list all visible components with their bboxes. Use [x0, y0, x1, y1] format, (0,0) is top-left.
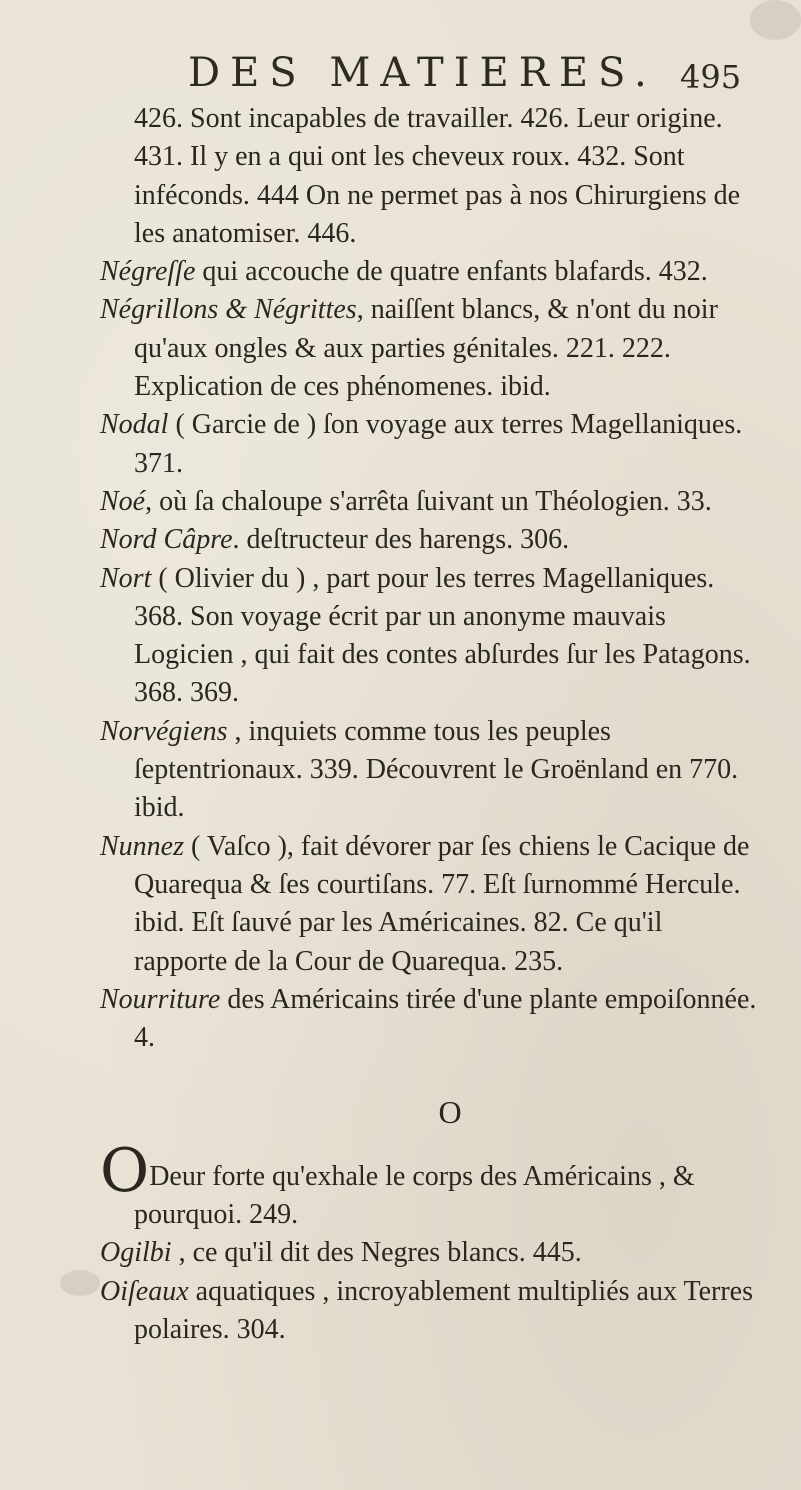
index-entry	[100, 406, 760, 483]
page-number: 495	[680, 58, 742, 96]
entry-text: forte qu'exhale le corps des Américains , & pourquoi. 249.	[134, 1160, 695, 1231]
entry-head: Négrillons & Négrittes	[100, 294, 357, 326]
entry-text: , où ſa chaloupe s'arrêta ſuivant un Théologien. 33.	[145, 485, 712, 517]
index-entry	[100, 291, 760, 406]
entry-head: Nord Câpre	[100, 524, 233, 556]
index-entry	[100, 828, 760, 981]
page-stain	[60, 1270, 100, 1296]
index-entry	[100, 483, 760, 521]
entry-head: Oiſeaux	[100, 1275, 189, 1307]
entry-head: Nodal	[100, 409, 169, 441]
index-entry	[100, 560, 760, 713]
entry-head: Deur	[149, 1160, 206, 1192]
entry-text: qui accouche de quatre enfants blafards. 432.	[195, 256, 708, 288]
index-entry	[100, 521, 760, 559]
running-head: DES MATIERES.	[188, 50, 657, 96]
index-entry	[100, 100, 760, 253]
page-stain	[750, 0, 801, 40]
index-entry	[100, 1273, 760, 1350]
entry-head: Ogilbi	[100, 1237, 172, 1269]
entry-head: Nunnez	[100, 830, 184, 862]
drop-cap: O	[100, 1135, 150, 1206]
index-entry	[100, 1135, 760, 1235]
entry-text: ( Vaſco ), fait dévorer par ſes chiens le Cacique de Quarequa & ſes courtiſans. 77. Eſt ſurnommé Hercule. ibid. Eſt ſauvé par les Américaines. 82. Ce qu'il rapporte de la Cour de Quarequa. 235.	[134, 830, 750, 977]
entry-text: , ce qu'il dit des Negres blancs. 445.	[171, 1237, 582, 1269]
index-entry	[100, 981, 760, 1058]
index-entry	[100, 1234, 760, 1272]
entry-text: ( Olivier du ) , part pour les terres Magellaniques. 368. Son voyage écrit par un anonyme mauvais Logicien , qui fait des contes abſurdes ſur les Patagons. 368. 369.	[134, 562, 751, 709]
entry-head: Noé	[100, 485, 146, 517]
index-body	[100, 100, 760, 1349]
entry-head: Nort	[100, 562, 152, 594]
index-entry	[100, 713, 760, 828]
entry-text: , naiſſent blancs, & n'ont du noir qu'aux ongles & aux parties génitales. 221. 222. Explication de ces phénomenes. ibid.	[134, 294, 718, 403]
entry-text: ( Garcie de ) ſon voyage aux terres Magellaniques. 371.	[134, 409, 743, 479]
section-letter: O	[438, 1094, 462, 1131]
entry-text: , inquiets comme tous les peuples ſeptentrionaux. 339. Découvrent le Groënland en 770. ibid.	[134, 715, 739, 824]
entry-text: aquatiques , incroyablement multipliés aux Terres polaires. 304.	[134, 1275, 754, 1345]
entry-head: Nourriture	[100, 983, 221, 1015]
entry-text: des Américains tirée d'une plante empoiſonnée. 4.	[134, 983, 757, 1054]
entry-head: Négreſſe	[100, 256, 196, 288]
entry-head: Norvégiens	[100, 715, 228, 747]
index-entry	[100, 253, 760, 291]
entry-text: . deſtructeur des harengs. 306.	[232, 524, 570, 556]
entry-text: 426. Sont incapables de travailler. 426. Leur origine. 431. Il y en a qui ont les cheveux roux. 432. Sont inféconds. 444 On ne permet pas à nos Chirurgiens de les anatomiser. 446.	[134, 103, 741, 249]
